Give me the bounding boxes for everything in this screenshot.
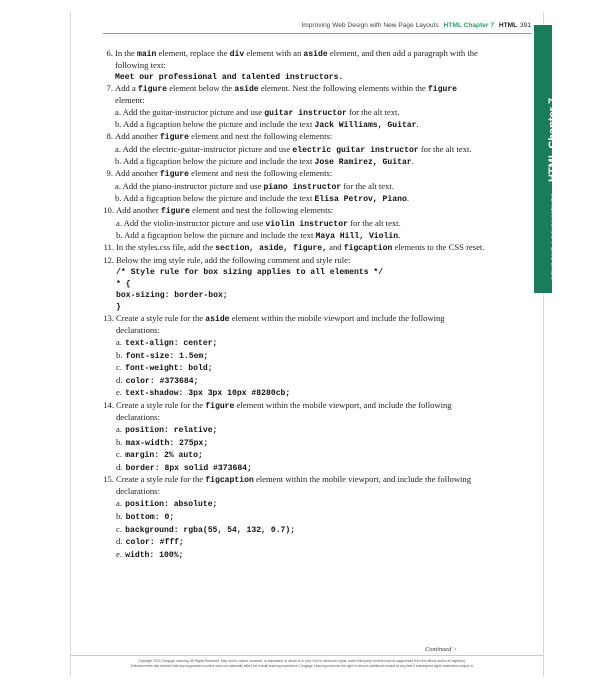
substep — [100, 181, 485, 193]
header-html-label: HTML — [498, 22, 518, 29]
declaration-letter: e. — [116, 387, 122, 398]
step-number: 10. — [103, 205, 114, 216]
substep-text: a. Add the violin-instructor picture and use — [116, 218, 266, 229]
substep — [100, 218, 485, 230]
declaration — [100, 449, 485, 462]
substep-text: b. Add a figcaption below the picture and include the text — [115, 193, 315, 204]
step-number: 15. — [103, 474, 114, 485]
side-tab-section-label: STUDENT ASSIGNMENTS — [551, 192, 558, 280]
code-line: box-sizing: border-box; — [116, 291, 228, 301]
step-number: 8. — [106, 131, 113, 142]
declaration-code: position: absolute; — [125, 500, 218, 510]
side-tab-text — [543, 98, 561, 280]
step-text: element within the mobile viewport and include the following declarations: — [116, 313, 445, 336]
step-15 — [100, 474, 485, 497]
declaration — [100, 362, 485, 375]
header-chapter-label: HTML Chapter 7 — [443, 22, 494, 29]
copyright-notice — [86, 659, 518, 668]
declaration — [100, 511, 485, 524]
declaration-letter: c. — [116, 523, 122, 534]
code-line: /* Style rule for box sizing applies to all elements */ — [116, 268, 384, 278]
declaration — [100, 549, 485, 562]
inline-code: figure — [160, 207, 191, 217]
assignment-steps — [100, 48, 485, 561]
header-rule — [103, 33, 532, 34]
declaration-code: text-shadow: 3px 3px 10px #8280cb; — [125, 389, 291, 399]
step-text: element, replace the — [156, 48, 230, 58]
substep-text: a. Add the electric-guitar-instructor picture and use — [115, 144, 293, 155]
inline-code: aside — [234, 85, 259, 95]
substep-text: for the alt text. — [346, 107, 400, 118]
side-tab-chapter-label: HTML Chapter 7 — [547, 97, 559, 183]
substep-text: . — [416, 119, 419, 130]
declaration-code: margin: 2% auto; — [125, 451, 203, 461]
step-text: element: — [115, 95, 145, 106]
step-8 — [100, 131, 485, 143]
step-12 — [100, 255, 485, 266]
running-title: Improving Web Design with New Page Layouts — [301, 22, 439, 29]
copyright-line: Editorial review has deemed that any suppressed content does not materially affect the overall learning experience. Cengage Learning reserves the right to remove additional content at any time if subsequent rights restrictions require it. — [130, 663, 474, 668]
substep — [100, 193, 485, 205]
declaration-letter: e. — [116, 548, 122, 559]
declaration-code: position: relative; — [125, 426, 218, 435]
code-line: Meet our professional and talented instructors. — [115, 73, 344, 82]
inline-code: div — [229, 50, 245, 59]
declaration-code: color: #373684; — [125, 376, 199, 386]
inline-code: main — [136, 50, 157, 59]
inline-code: figcaption — [205, 476, 254, 486]
substep-text: b. Add a figcaption below the picture and include the text — [115, 156, 315, 167]
substep — [100, 230, 485, 242]
substep-text: a. Add the piano-instructor picture and use — [115, 181, 264, 192]
step-7 — [100, 83, 485, 106]
inline-code: figure — [159, 170, 190, 180]
substep-text: b. Add a figcaption below the picture and include the text — [116, 230, 316, 241]
inline-code: guitar instructor — [264, 109, 347, 119]
substep-text: for the alt text. — [347, 218, 401, 229]
step-number: 9. — [106, 168, 113, 179]
inline-code: figure — [137, 85, 168, 95]
declaration-letter: a. — [116, 424, 122, 434]
inline-code: figcaption — [343, 244, 393, 254]
step-text: elements to the CSS reset. — [392, 242, 485, 253]
declaration-code: background: rgba(55, 54, 132, 0.7); — [125, 525, 296, 535]
declaration — [100, 437, 485, 450]
copyright-line: Copyright 2023 Cengage Learning. All Rights Reserved. May not be copied, scanned, or duplicated, in whole or in part. Due to electronic rights, some third party content may be suppressed from the eBook and/or eChapter(s). — [138, 659, 466, 663]
inline-code: Jose Ramirez, Guitar — [314, 158, 412, 168]
step-text: Add a — [115, 83, 138, 94]
declaration-letter: b. — [116, 349, 123, 360]
declaration-code: font-weight: bold; — [125, 364, 213, 374]
step-11 — [100, 242, 485, 254]
page-number: 391 — [519, 22, 531, 29]
step-text: element. Nest the following elements within the — [258, 83, 428, 94]
step-text: Add another — [116, 205, 161, 216]
step-number: 11. — [103, 242, 114, 253]
declaration-code: max-width: 275px; — [125, 438, 209, 448]
step-number: 13. — [103, 313, 114, 324]
declaration — [100, 524, 485, 537]
step-text: Below the img style rule, add the following comment and style rule: — [116, 255, 351, 266]
step-6 — [100, 48, 485, 71]
substep-text: a. Add the guitar-instructor picture and use — [115, 107, 265, 118]
step-text: element with an — [244, 48, 304, 58]
inline-code: figure — [159, 133, 190, 143]
declaration-code: color: #fff; — [125, 538, 184, 548]
substep-text: . — [406, 193, 409, 204]
step-number: 6. — [106, 48, 113, 58]
step-number: 12. — [103, 255, 114, 266]
code-line: * { — [116, 279, 131, 289]
substep — [100, 156, 485, 168]
declaration — [100, 462, 485, 475]
declaration — [100, 536, 485, 549]
declaration-letter: d. — [116, 461, 123, 472]
inline-code: piano instructor — [263, 183, 342, 193]
step-text: element and nest the following elements: — [189, 168, 333, 179]
substep — [100, 107, 485, 119]
inline-code: violin instructor — [265, 220, 348, 230]
substep — [100, 119, 485, 131]
declaration-code: border: 8px solid #373684; — [125, 463, 252, 473]
declaration-letter: c. — [116, 449, 122, 460]
declaration — [100, 498, 485, 511]
substep-text: . — [398, 230, 401, 241]
declaration-code: text-align: center; — [125, 339, 218, 349]
inline-code: aside — [303, 50, 328, 59]
declaration — [100, 387, 485, 400]
substep-text: b. Add a figcaption below the picture and include the text — [115, 119, 315, 130]
declaration-letter: b. — [116, 510, 123, 521]
step-text: Add another — [115, 131, 160, 142]
step-10 — [100, 205, 485, 217]
declaration-code: bottom: 0; — [125, 512, 175, 522]
substep — [100, 144, 485, 156]
declaration — [100, 424, 485, 437]
declaration-letter: b. — [116, 436, 123, 447]
inline-code: Jack Williams, Guitar — [314, 121, 417, 131]
declaration-letter: a. — [116, 337, 122, 348]
step-text: element, and then add a paragraph with the following text: — [115, 48, 478, 70]
declaration-letter: d. — [116, 374, 123, 385]
step-text: element and nest the following elements: — [189, 131, 333, 142]
inline-code: Maya Hill, Violin — [315, 232, 399, 242]
inline-code: figure — [205, 402, 235, 411]
substep-text: for the alt text. — [418, 144, 472, 155]
code-line: } — [116, 302, 121, 312]
step-number: 7. — [106, 83, 113, 94]
inline-code: figure — [427, 85, 458, 95]
substep-text: . — [411, 156, 414, 167]
declaration-letter: a. — [116, 498, 122, 509]
declaration — [100, 337, 485, 350]
step-14 — [100, 400, 485, 423]
declaration-code: font-size: 1.5em; — [125, 351, 209, 361]
declaration-code: width: 100%; — [125, 550, 184, 560]
step-text: Create a style rule for the — [116, 400, 206, 410]
step-text: element within the mobile viewport, and include the following declarations: — [116, 474, 472, 497]
declaration — [100, 350, 485, 363]
step-text: In the styles.css file, add the — [116, 242, 216, 253]
substep-text: for the alt text. — [341, 181, 394, 192]
inline-code: electric guitar instructor — [292, 146, 419, 156]
step-number: 14. — [103, 400, 114, 410]
continued-label: Continued > — [425, 646, 458, 653]
side-tab — [534, 25, 559, 293]
inline-code: aside — [205, 315, 230, 325]
step-text: Create a style rule for the — [116, 474, 206, 485]
inline-code: Elisa Petrov, Piano — [314, 195, 407, 205]
step-text: element and nest the following elements: — [190, 205, 334, 216]
step-text: Create a style rule for the — [116, 313, 206, 324]
declaration-letter: c. — [116, 362, 122, 373]
step-text: element within the mobile viewport, and include the following declarations: — [116, 400, 452, 422]
step-9 — [100, 168, 485, 180]
footer-rule — [71, 655, 543, 656]
inline-code: section, aside, figure, — [215, 244, 328, 254]
declaration-letter: d. — [116, 536, 123, 547]
declaration — [100, 375, 485, 388]
step-text: Add another — [115, 168, 160, 179]
running-header — [0, 22, 531, 29]
step-text: element below the — [167, 83, 235, 94]
step-text: and — [327, 242, 344, 253]
step-13 — [100, 313, 485, 336]
step-text: In the — [115, 48, 137, 58]
